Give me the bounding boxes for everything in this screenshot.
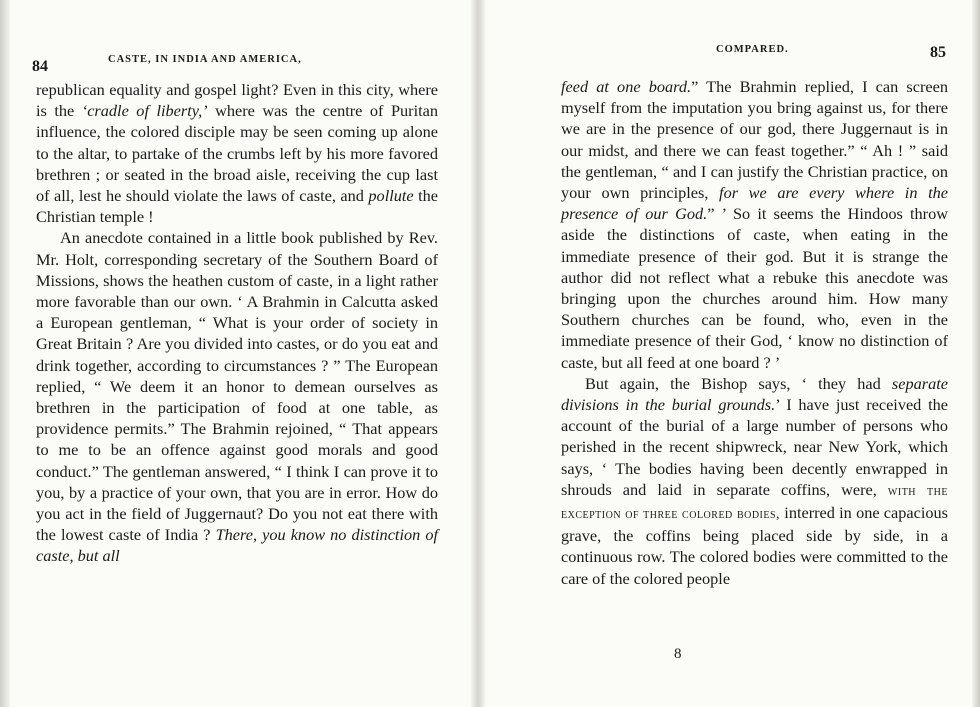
- right-paragraph-1: [561, 76, 948, 373]
- italic-run: pollute: [368, 186, 414, 206]
- text-run: ” The Brahmin replied, I can screen myself from the imputation you bring against us, for there we are in the presence of our god, there Juggernaut is in our midst, and there we can feast together.” “ Ah ! ” said the gentleman, “ and I can justify the Christian practice, on your own principles,: [561, 77, 948, 203]
- page-number-left: 84: [32, 58, 48, 75]
- right-page: [484, 0, 974, 707]
- text-run: interred in one capacious grave, the coffins being placed side by side, in a continuous row. The colored bodies were committed to the care of the colored people: [561, 503, 948, 588]
- text-run: the Christian temple !: [36, 186, 439, 227]
- text-run: republican equality and gospel light? Even in this city, where is the: [36, 80, 438, 121]
- left-paragraph-2: [36, 227, 438, 566]
- text-run: ” ’ So it seems the Hindoos throw aside the distinctions of caste, when eating in the immediate presence of their god. But it is strange the author did not reflect what a rebuke this anecdote was bringing upon the churches around him. How many Southern churches can be found, who, even in the immediate presence of their God, ‘ know no distinction of caste, but all feed at one board ? ’: [561, 204, 948, 372]
- running-head-left: CASTE, IN INDIA AND AMERICA,: [108, 54, 302, 65]
- text-run: ’ I have just received the account of the burial of a large number of persons who perished in the recent shipwreck, near New York, which says, ‘ The bodies having been decently enwrapped in shrouds and laid in separate coffins, were,: [561, 395, 948, 499]
- italic-run: ‘cradle of liberty,’: [81, 101, 208, 121]
- italic-run: feed at one board.: [561, 77, 692, 96]
- left-page: [8, 0, 472, 707]
- text-run: An anecdote contained in a little book published by Rev. Mr. Holt, corresponding secretary of the Southern Board of Missions, shows the heathen custom of caste, in a light rather more favorable than our own. ‘ A Brahmin in Calcutta asked a European gentleman, “ What is your order of society in Great Britain ? Are you divided into castes, or do you eat and drink together, according to circumstances ? ” The European replied, “ We deem it an honor to demean ourselves as brethren in the participation of food at one table, as providence permits.” The Brahmin rejoined, “ That appears to me to be an offence against good morals and good conduct.” The gentleman answered, “ I think I can prove it to you, by a practice of your own, that you are in error. How do you act in the field of Juggernaut? Do you not eat there with the lowest caste of India ?: [36, 228, 438, 545]
- right-paragraph-2: [561, 373, 948, 589]
- signature-mark: 8: [674, 646, 682, 662]
- italic-run: There, you know no distinction of caste, but all: [36, 525, 438, 566]
- right-body: [561, 76, 948, 589]
- left-body: [36, 79, 438, 567]
- text-run: where was the centre of Puritan influence, the colored disciple may be seen coming up alone to the altar, to partake of the crumbs left by his more favored brethren ; or seated in the broad aisle, receiving the cup last of all, lest he should violate the laws of caste, and: [36, 101, 439, 206]
- italic-run: separate divisions in the burial grounds.: [561, 373, 948, 415]
- running-head-right: COMPARED.: [716, 44, 789, 55]
- left-paragraph-1: [36, 79, 438, 227]
- text-run: But again, the Bishop says, ‘ they had: [585, 373, 892, 393]
- italic-run: for we are every where in the presence of our God.: [561, 183, 948, 224]
- small-caps-run: with the exception of three colored bodies,: [561, 483, 948, 523]
- page-number-right: 85: [930, 44, 946, 61]
